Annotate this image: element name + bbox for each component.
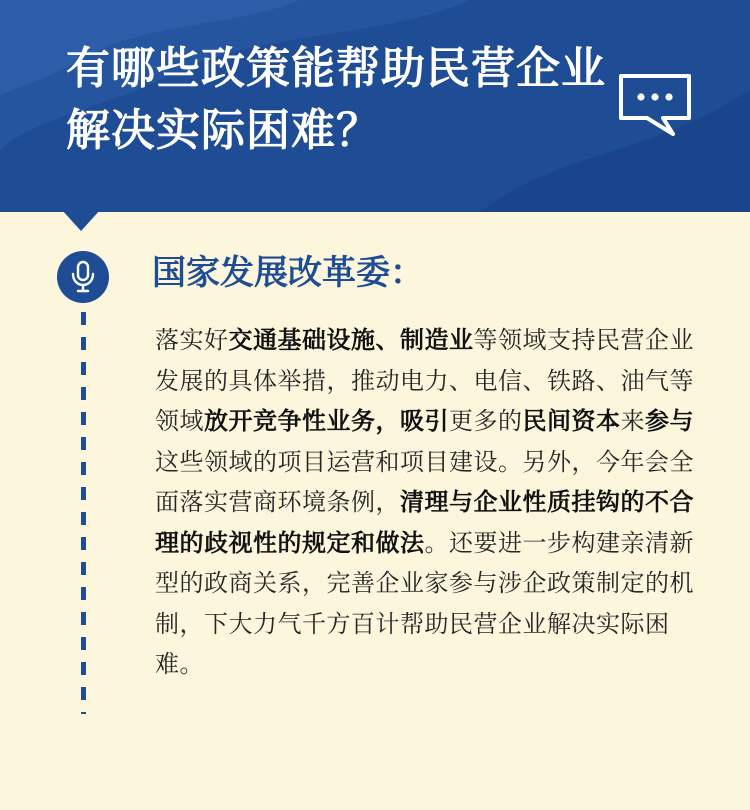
speaker-badge <box>57 251 109 303</box>
highlight-text: 放开竞争性业务，吸引 <box>204 407 449 435</box>
microphone-icon <box>70 260 96 294</box>
highlight-text: 交通基础设施、制造业 <box>228 326 474 354</box>
speech-bubble-ellipsis-icon <box>617 72 693 140</box>
header-banner <box>0 0 750 212</box>
highlight-text: 参与 <box>645 407 694 435</box>
body-text-segment: 这些领域的项目运营和项目建设。另外，今年会全面落实营商环境条例， <box>155 447 694 516</box>
highlight-text: 清理与企业性质挂钩的不合理的歧视性的规定和做法 <box>155 488 694 557</box>
body-text-segment: 。还要进一步构建亲清新型的政商关系，完善企业家参与涉企政策制定的机制，下大力气千方百计帮助民营企业解决实际困难。 <box>155 528 694 678</box>
body-text-segment: 落实好 <box>155 326 229 354</box>
body-paragraph <box>155 320 695 685</box>
speaker-name: 国家发展改革委： <box>152 253 424 293</box>
body-text-segment: 更多的 <box>449 407 523 435</box>
dashed-divider <box>81 312 86 714</box>
header-pointer <box>62 210 100 231</box>
page-title: 有哪些政策能帮助民营企业解决实际困难？ <box>66 43 606 156</box>
body-text-segment: 等领域支持民营企业发展的具体举措，推动电力、电信、铁路、油气等领域 <box>155 326 694 435</box>
body-text-segment: 来 <box>620 407 645 435</box>
highlight-text: 民间资本 <box>522 407 621 435</box>
